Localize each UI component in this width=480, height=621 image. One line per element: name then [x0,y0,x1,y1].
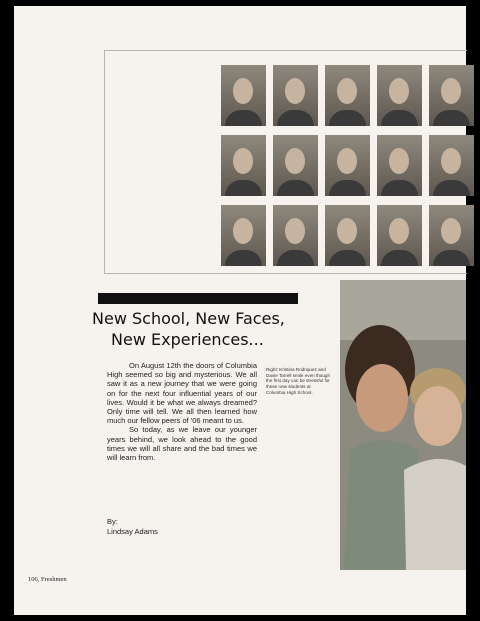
student-portrait [221,65,266,126]
article-paragraph: On August 12th the doors of Columbia High seemed so big and mysterious. We all saw it as a new journey that we were going on for the next four influential years of our lives. Would it be what we always dreamed? Only time will tell. We all then learned how much our fellow peers of '06 meant to us. [107,361,257,426]
feature-photo [340,280,466,570]
student-portrait [325,135,370,196]
article-body [107,361,257,462]
student-portrait [325,65,370,126]
headline-line-2: New Experiences... [111,330,264,349]
student-portrait [429,205,474,266]
student-portrait [273,135,318,196]
student-portrait [221,135,266,196]
byline-author: Lindsay Adams [107,526,158,536]
article-paragraph: So today, as we leave our younger years behind, we look ahead to the good times we will all share and the bad times we will learn from. [107,425,257,463]
yearbook-page [14,6,466,615]
student-portrait [325,205,370,266]
feature-photo-illustration [340,280,466,570]
student-portrait [429,135,474,196]
student-portrait [221,205,266,266]
student-portrait [377,65,422,126]
page-headline [92,308,342,350]
student-portrait [273,205,318,266]
student-portrait [273,65,318,126]
student-portrait [377,135,422,196]
byline [107,517,158,536]
byline-label: By: [107,517,118,526]
headline-bar [98,293,298,304]
headline-line-1: New School, New Faces, [92,309,285,328]
student-portrait [429,65,474,126]
portrait-panel [104,50,467,274]
page-folio: 106, Freshmen [28,576,67,583]
student-portrait [377,205,422,266]
photo-caption: Right: Kristina Rodriquez and Davie Tarrell smile even though the first day can be stressful for these new students at Columbia High School. [266,367,331,395]
